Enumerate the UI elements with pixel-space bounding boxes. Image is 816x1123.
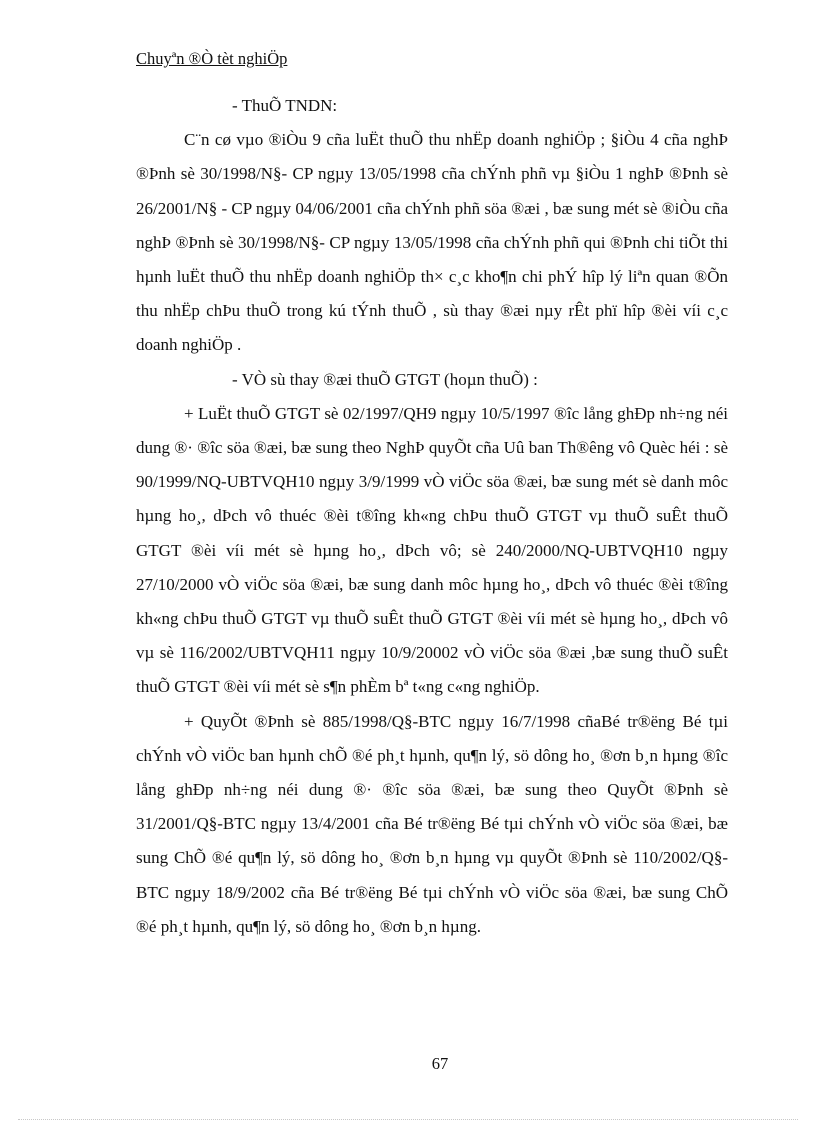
document-body: [136, 89, 728, 944]
section-heading-vat-changes: - VÒ sù thay ®æi thuÕ GTGT (hoµn thuÕ) :: [232, 369, 538, 389]
page-bottom-divider: [18, 1119, 798, 1120]
page-number: 67: [431, 1054, 449, 1073]
paragraph-invoice-decision: + QuyÕt ®Þnh sè 885/1998/Q§-BTC ngµy 16/7/1998 cñaBé tr®ëng Bé tµi chÝnh vÒ viÖc ban hµnh chÕ ®é ph¸t hµnh, qu¶n lý, sö dông ho¸ ®ơn b¸n hµng ®îc lång ghÐp nh÷ng néi dung ®· ®îc söa ®æi, bæ sung theo QuyÕt ®Þnh sè 31/2001/Q§-BTC ngµy 13/4/2001 cña Bé tr®ëng Bé tµi chÝnh vÒ viÖc söa ®æi, bæ sung ChÕ ®é qu¶n lý, sö dông ho¸ ®ơn b¸n hµng vµ quyÕt ®Þnh sè 110/2002/Q§-BTC ngµy 18/9/2002 cña Bé tr®ëng Bé tµi chÝnh vÒ viÖc söa ®æi, bæ sung ChÕ ®é ph¸t hµnh, qu¶n lý, sö dông ho¸ ®ơn b¸n hµng.: [136, 711, 728, 936]
paragraph-corporate-income-tax: C¨n cø vµo ®iÒu 9 cña luËt thuÕ thu nhËp doanh nghiÖp ; §iÒu 4 cña nghÞ ®Þnh sè 30/1998/N§- CP ngµy 13/05/1998 cña chÝnh phñ vµ §iÒu 1 nghÞ ®Þnh sè 26/2001/N§ - CP ngµy 04/06/2001 cña chÝnh phñ söa ®æi , bæ sung mét sè ®iÒu cña nghÞ ®Þnh sè 30/1998/N§- CP ngµy 13/05/1998 cña chÝnh phñ qui ®Þnh chi tiÕt thi hµnh luËt thuÕ thu nhËp doanh nghiÖp th× c¸c kho¶n chi phÝ hîp lý liªn quan ®Õn thu nhËp chÞu thuÕ trong kú tÝnh thuÕ , sù thay ®æi nµy rÊt phï hîp ®èi víi c¸c doanh nghiÖp .: [136, 130, 728, 355]
chapter-header: Chuyªn ®Ò tèt nghiÖp: [136, 49, 288, 68]
section-heading-corporate-income-tax: - ThuÕ TNDN:: [232, 96, 338, 115]
paragraph-vat-law: + LuËt thuÕ GTGT sè 02/1997/QH9 ngµy 10/5/1997 ®îc lång ghÐp nh÷ng néi dung ®· ®îc söa ®æi, bæ sung theo NghÞ quyÕt cña Uû ban Th®êng vô Quèc héi : sè 90/1999/NQ-UBTVQH10 ngµy 3/9/1999 vÒ viÖc söa ®æi, bæ sung mét sè danh môc hµng ho¸, dÞch vô thuéc ®èi t®îng kh«ng chÞu thuÕ GTGT vµ thuÕ suÊt thuÕ GTGT ®èi víi mét sè hµng ho¸, dÞch vô; sè 240/2000/NQ-UBTVQH10 ngµy 27/10/2000 vÒ viÖc söa ®æi, bæ sung danh môc hµng ho¸, dÞch vô thuéc ®èi t®îng kh«ng chÞu thuÕ GTGT vµ thuÕ suÊt thuÕ GTGT ®èi víi mét sè hµng ho¸, dÞch vô vµ sè 116/2002/UBTVQH11 ngµy 10/9/20002 vÒ viÖc söa ®æi ,bæ sung thuÕ suÊt thuÕ GTGT ®èi víi mét sè s¶n phÈm bª t«ng c«ng nghiÖp.: [136, 403, 728, 697]
